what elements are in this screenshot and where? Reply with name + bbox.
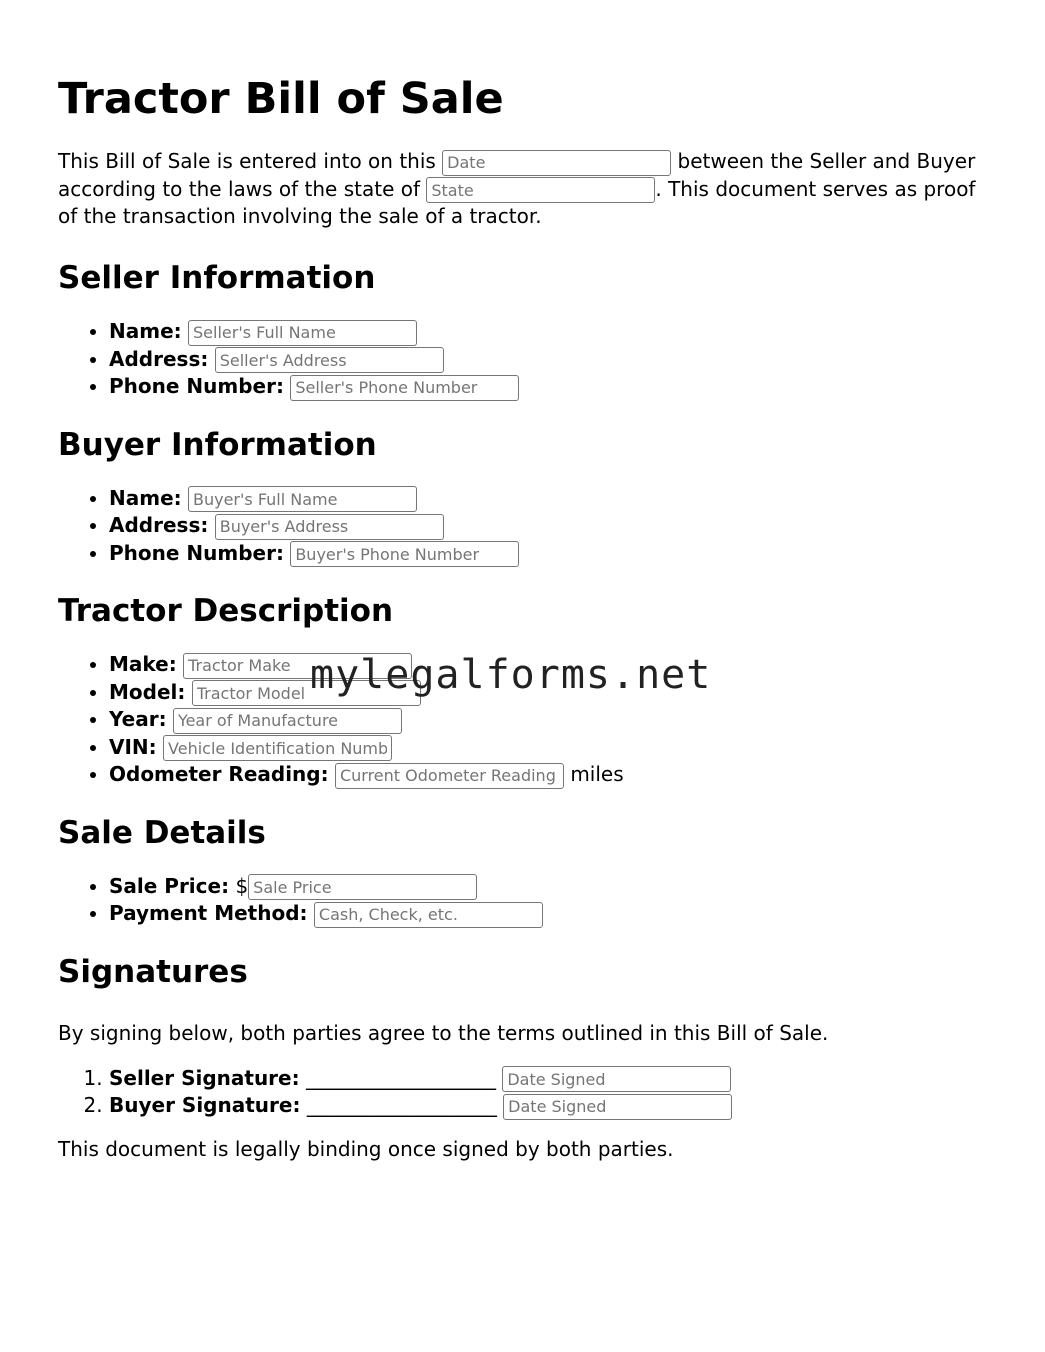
seller-address-input[interactable]	[215, 347, 444, 373]
buyer-phone-input[interactable]	[290, 541, 519, 567]
make-label: Make:	[109, 652, 177, 676]
intro-text-1: This Bill of Sale is entered into on this	[58, 149, 436, 173]
seller-section	[58, 258, 998, 401]
buyer-date-signed-input[interactable]	[503, 1094, 732, 1120]
seller-signature-label: Seller Signature:	[109, 1065, 300, 1090]
seller-name-label: Name:	[109, 319, 182, 343]
seller-date-signed-input[interactable]	[502, 1066, 731, 1092]
odometer-unit: miles	[570, 762, 624, 786]
signatures-section	[58, 952, 998, 1163]
page-title: Tractor Bill of Sale	[58, 74, 504, 124]
list-item	[109, 734, 998, 762]
sale-heading: Sale Details	[58, 814, 266, 851]
payment-method-input[interactable]	[314, 902, 543, 928]
seller-signature-line[interactable]: ___________________	[305, 1065, 496, 1090]
list-item	[109, 1065, 998, 1093]
intro-text-2: between the Seller and Buyer according to the laws of the state of	[58, 149, 976, 201]
buyer-name-input[interactable]	[188, 486, 417, 512]
intro-paragraph	[58, 148, 998, 230]
signatures-list	[58, 1065, 998, 1120]
seller-address-label: Address:	[109, 346, 209, 371]
list-item	[109, 540, 998, 568]
buyer-section	[58, 425, 998, 568]
document-page	[58, 72, 998, 1163]
list-item	[109, 873, 998, 901]
price-label: Sale Price:	[109, 873, 230, 898]
closing-statement: This document is legally binding once signed by both parties.	[58, 1136, 674, 1161]
sale-section	[58, 813, 998, 928]
year-label: Year:	[109, 707, 167, 731]
buyer-signature-label: Buyer Signature:	[109, 1093, 301, 1117]
tractor-heading: Tractor Description	[58, 593, 394, 629]
buyer-phone-label: Phone Number:	[109, 540, 284, 565]
vin-input[interactable]	[163, 735, 392, 761]
list-item	[109, 706, 998, 734]
year-input[interactable]	[173, 708, 402, 734]
currency-symbol: $	[235, 873, 249, 898]
list-item	[109, 373, 998, 401]
list-item	[109, 485, 998, 513]
seller-heading: Seller Information	[58, 260, 376, 296]
buyer-address-input[interactable]	[215, 514, 444, 540]
buyer-heading: Buyer Information	[58, 426, 377, 463]
seller-name-input[interactable]	[188, 320, 417, 346]
list-item	[109, 346, 998, 374]
model-label: Model:	[109, 679, 186, 704]
sale-list	[58, 873, 998, 928]
list-item	[109, 1092, 998, 1120]
odometer-input[interactable]	[335, 763, 564, 789]
buyer-signature-line[interactable]: ___________________	[306, 1093, 497, 1117]
buyer-name-label: Name:	[109, 485, 182, 510]
list-item	[109, 900, 998, 928]
seller-list	[58, 318, 998, 401]
intro-text-3: . This document serves as proof of the transaction involving the sale of a tractor.	[58, 176, 976, 228]
list-item	[109, 318, 998, 346]
buyer-address-label: Address:	[109, 513, 209, 537]
seller-phone-input[interactable]	[290, 375, 519, 401]
odometer-label: Odometer Reading:	[109, 762, 329, 786]
buyer-list	[58, 485, 998, 568]
date-input[interactable]	[442, 150, 671, 176]
signatures-heading: Signatures	[58, 953, 248, 990]
signatures-intro: By signing below, both parties agree to the terms outlined in this Bill of Sale.	[58, 1020, 829, 1045]
state-input[interactable]	[426, 177, 655, 203]
watermark-text: mylegalforms.net	[310, 652, 712, 698]
payment-method-label: Payment Method:	[109, 901, 308, 925]
vin-label: VIN:	[109, 734, 157, 759]
seller-phone-label: Phone Number:	[109, 374, 284, 398]
price-input[interactable]	[248, 874, 477, 900]
list-item	[109, 761, 998, 789]
list-item	[109, 512, 998, 540]
